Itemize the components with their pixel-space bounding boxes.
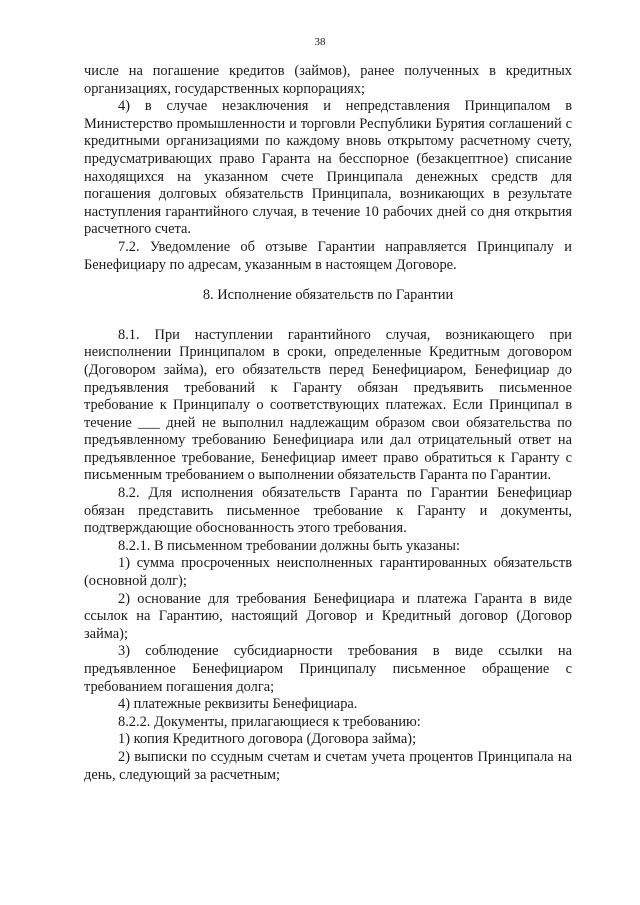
page-number: 38: [314, 36, 326, 48]
list-item-2: 2) основание для требования Бенефициара и платежа Гаранта в виде ссылок на Гарантию, настоящий Договор и Кредитный договор (Договор займа);: [84, 590, 572, 642]
document-body: [84, 63, 572, 784]
list-item-3: 3) соблюдение субсидиарности требования в виде ссылки на предъявленное Бенефициаром Принципалу письменное обращение с требованием погашения долга;: [84, 643, 572, 695]
paragraph-continuation: числе на погашение кредитов (займов), ранее полученных в кредитных организациях, государственных корпорациях;: [84, 63, 572, 97]
paragraph-8-2-1: 8.2.1. В письменном требовании должны быть указаны:: [118, 537, 460, 554]
list-item-4: 4) платежные реквизиты Бенефициара.: [118, 696, 358, 713]
list-item-1: 1) сумма просроченных неисполненных гарантированных обязательств (основной долг);: [84, 555, 572, 590]
document-item-1: 1) копия Кредитного договора (Договора займа);: [118, 731, 417, 748]
paragraph-item-4: 4) в случае незаключения и непредставления Принципалом в Министерство промышленности и торговли Республики Бурятия соглашений с кредитными организациями по каждому вновь открытому расчетному счету, предусматривающих право Гаранта на бесспорное (безакцептное) списание находящихся на указанном счете Принципала денежных средств для погашения долговых обязательств Принципала, возникающих в результате наступления гарантийного случая, в течение 10 рабочих дней со дня открытия расчетного счета.: [84, 98, 572, 238]
paragraph-8-1: 8.1. При наступлении гарантийного случая, возникающего при неисполнении Принципалом в сроки, определенные Кредитным договором (Договором займа), его обязательств перед Бенефициаром, Бенефициар до предъявления требований к Гаранту обязан предъявить письменное требование к Принципалу о соответствующих платежах. Если Принципал в течение ___ дней не выполнил надлежащим образом свои обязательства по предъявленному требованию Бенефициара или дал отрицательный ответ на предъявленное требование, Бенефициар имеет право обратиться к Гаранту с письменным требованием о выполнении обязательств Гаранта по Гарантии.: [84, 326, 572, 484]
paragraph-8-2: 8.2. Для исполнения обязательств Гаранта по Гарантии Бенефициар обязан представить письменное требование к Гаранту и документы, подтверждающие обоснованность этого требования.: [84, 485, 572, 537]
document-item-2: 2) выписки по ссудным счетам и счетам учета процентов Принципала на день, следующий за расчетным;: [84, 748, 572, 783]
paragraph-7-2: 7.2. Уведомление об отзыве Гарантии направляется Принципалу и Бенефициару по адресам, указанным в настоящем Договоре.: [84, 238, 572, 273]
section-heading: 8. Исполнение обязательств по Гарантии: [202, 287, 454, 304]
paragraph-8-2-2: 8.2.2. Документы, прилагающиеся к требованию:: [118, 713, 421, 730]
